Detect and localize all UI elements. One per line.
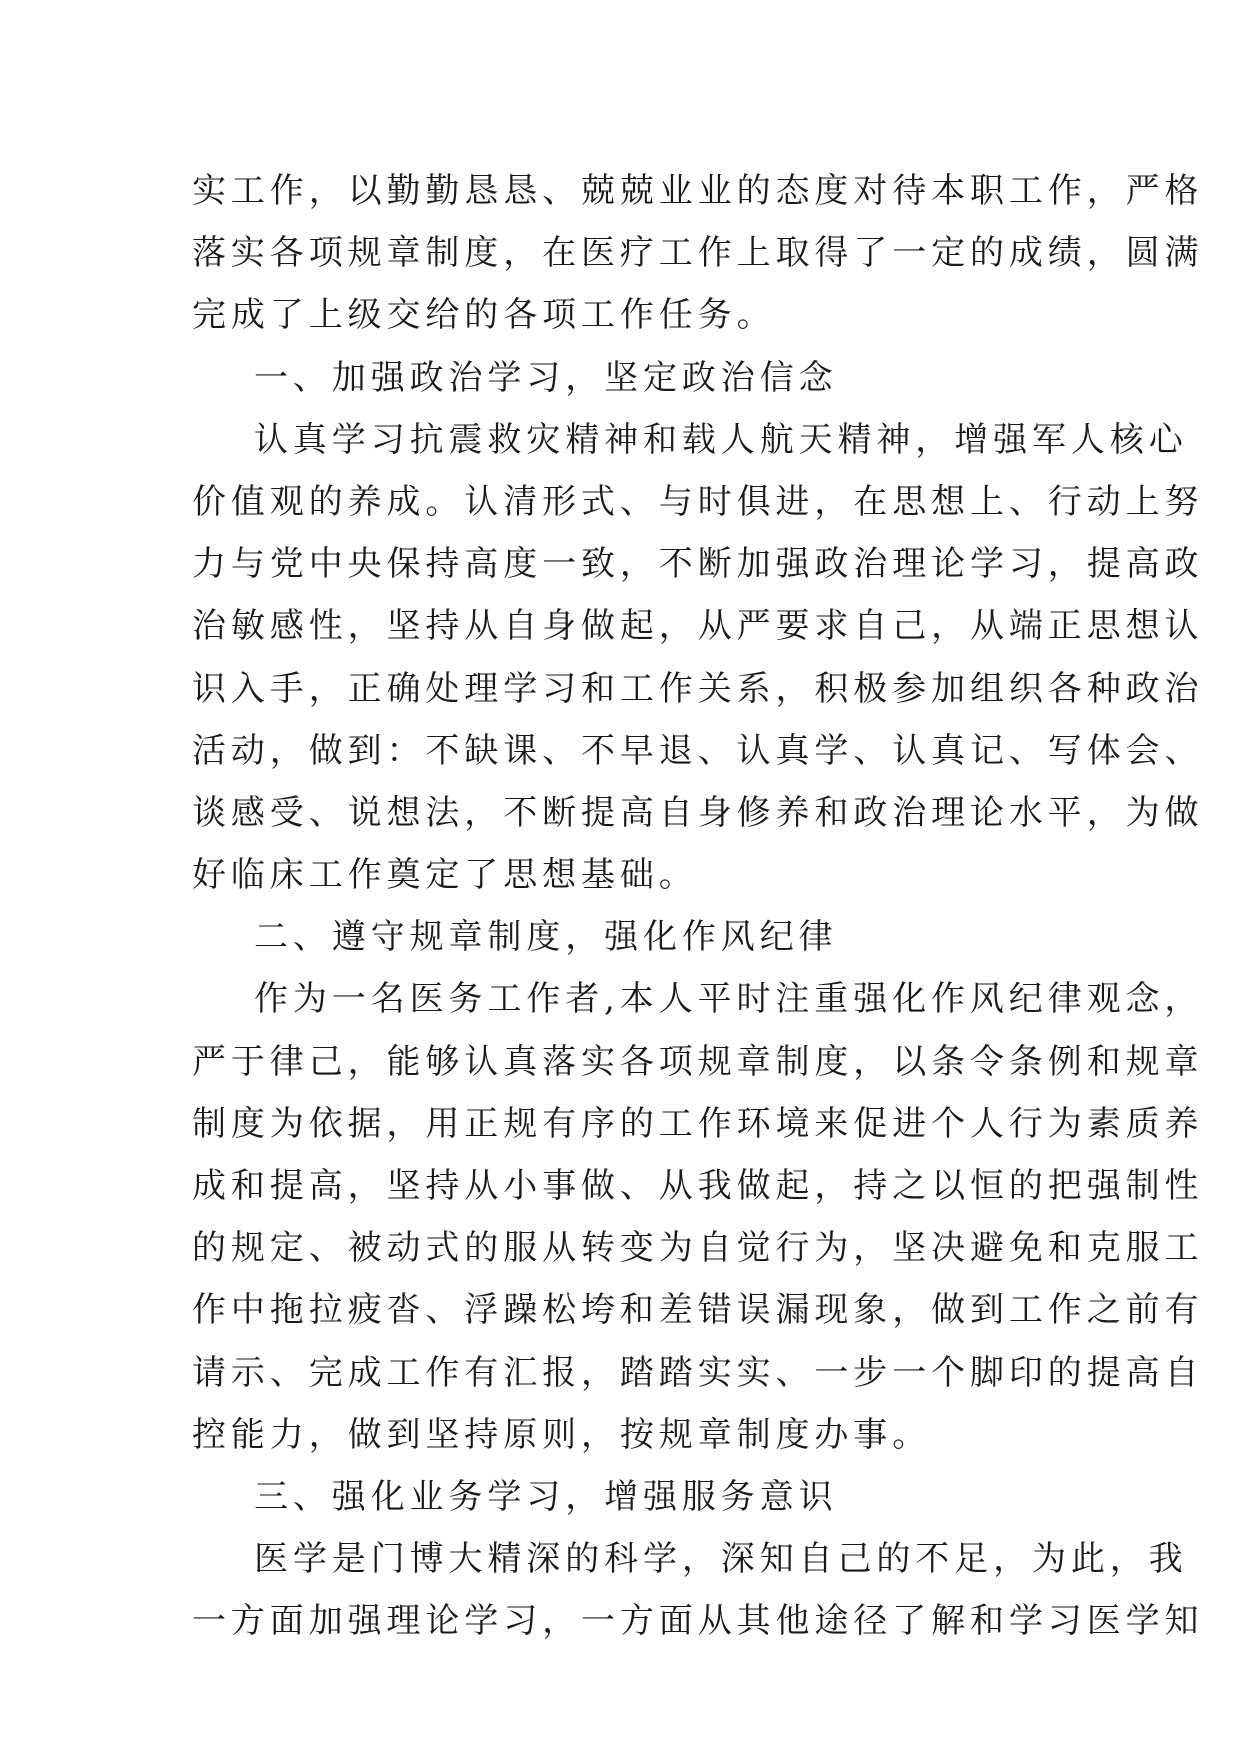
text-line: 控能力，做到坚持原则，按规章制度办事。 xyxy=(192,1414,932,1455)
text-line: 医学是门博大精深的科学，深知自己的不足，为此，我 xyxy=(254,1539,1188,1580)
section-heading-1: 一、加强政治学习，坚定政治信念 xyxy=(254,357,838,398)
text-line: 的规定、被动式的服从转变为自觉行为，坚决避免和克服工 xyxy=(192,1228,1204,1269)
text-line: 请示、完成工作有汇报，踏踏实实、一步一个脚印的提高自 xyxy=(192,1352,1204,1393)
text-line: 一方面加强理论学习，一方面从其他途径了解和学习医学知 xyxy=(192,1601,1204,1642)
text-line: 制度为依据，用正规有序的工作环境来促进个人行为素质养 xyxy=(192,1103,1204,1144)
text-line: 好临床工作奠定了思想基础。 xyxy=(192,855,698,896)
section-heading-2: 二、遵守规章制度，强化作风纪律 xyxy=(254,917,838,958)
text-line: 治敏感性，坚持从自身做起，从严要求自己，从端正思想认 xyxy=(192,606,1204,647)
text-line: 实工作，以勤勤恳恳、兢兢业业的态度对待本职工作，严格 xyxy=(192,171,1204,211)
text-line: 严于律己，能够认真落实各项规章制度，以条令条例和规章 xyxy=(192,1041,1204,1082)
text-line: 成和提高，坚持从小事做、从我做起，持之以恒的把强制性 xyxy=(192,1166,1204,1206)
text-line: 力与党中央保持高度一致，不断加强政治理论学习，提高政 xyxy=(192,544,1204,585)
text-line: 完成了上级交给的各项工作任务。 xyxy=(192,295,776,336)
body-text xyxy=(192,160,1204,1653)
text-line: 落实各项规章制度，在医疗工作上取得了一定的成绩，圆满 xyxy=(192,233,1204,274)
text-line: 价值观的养成。认清形式、与时俱进，在思想上、行动上努 xyxy=(192,481,1204,522)
text-line: 认真学习抗震救灾精神和载人航天精神，增强军人核心 xyxy=(254,419,1188,460)
section-heading-3: 三、强化业务学习，增强服务意识 xyxy=(254,1476,838,1517)
text-line: 识入手，正确处理学习和工作关系，积极参加组织各种政治 xyxy=(192,668,1204,709)
text-line: 谈感受、说想法，不断提高自身修养和政治理论水平，为做 xyxy=(192,792,1204,833)
text-line: 活动，做到：不缺课、不早退、认真学、认真记、写体会、 xyxy=(192,730,1204,771)
text-line: 作中拖拉疲沓、浮躁松垮和差错误漏现象，做到工作之前有 xyxy=(192,1290,1204,1331)
text-line: 作为一名医务工作者,本人平时注重强化作风纪律观念， xyxy=(254,979,1204,1020)
